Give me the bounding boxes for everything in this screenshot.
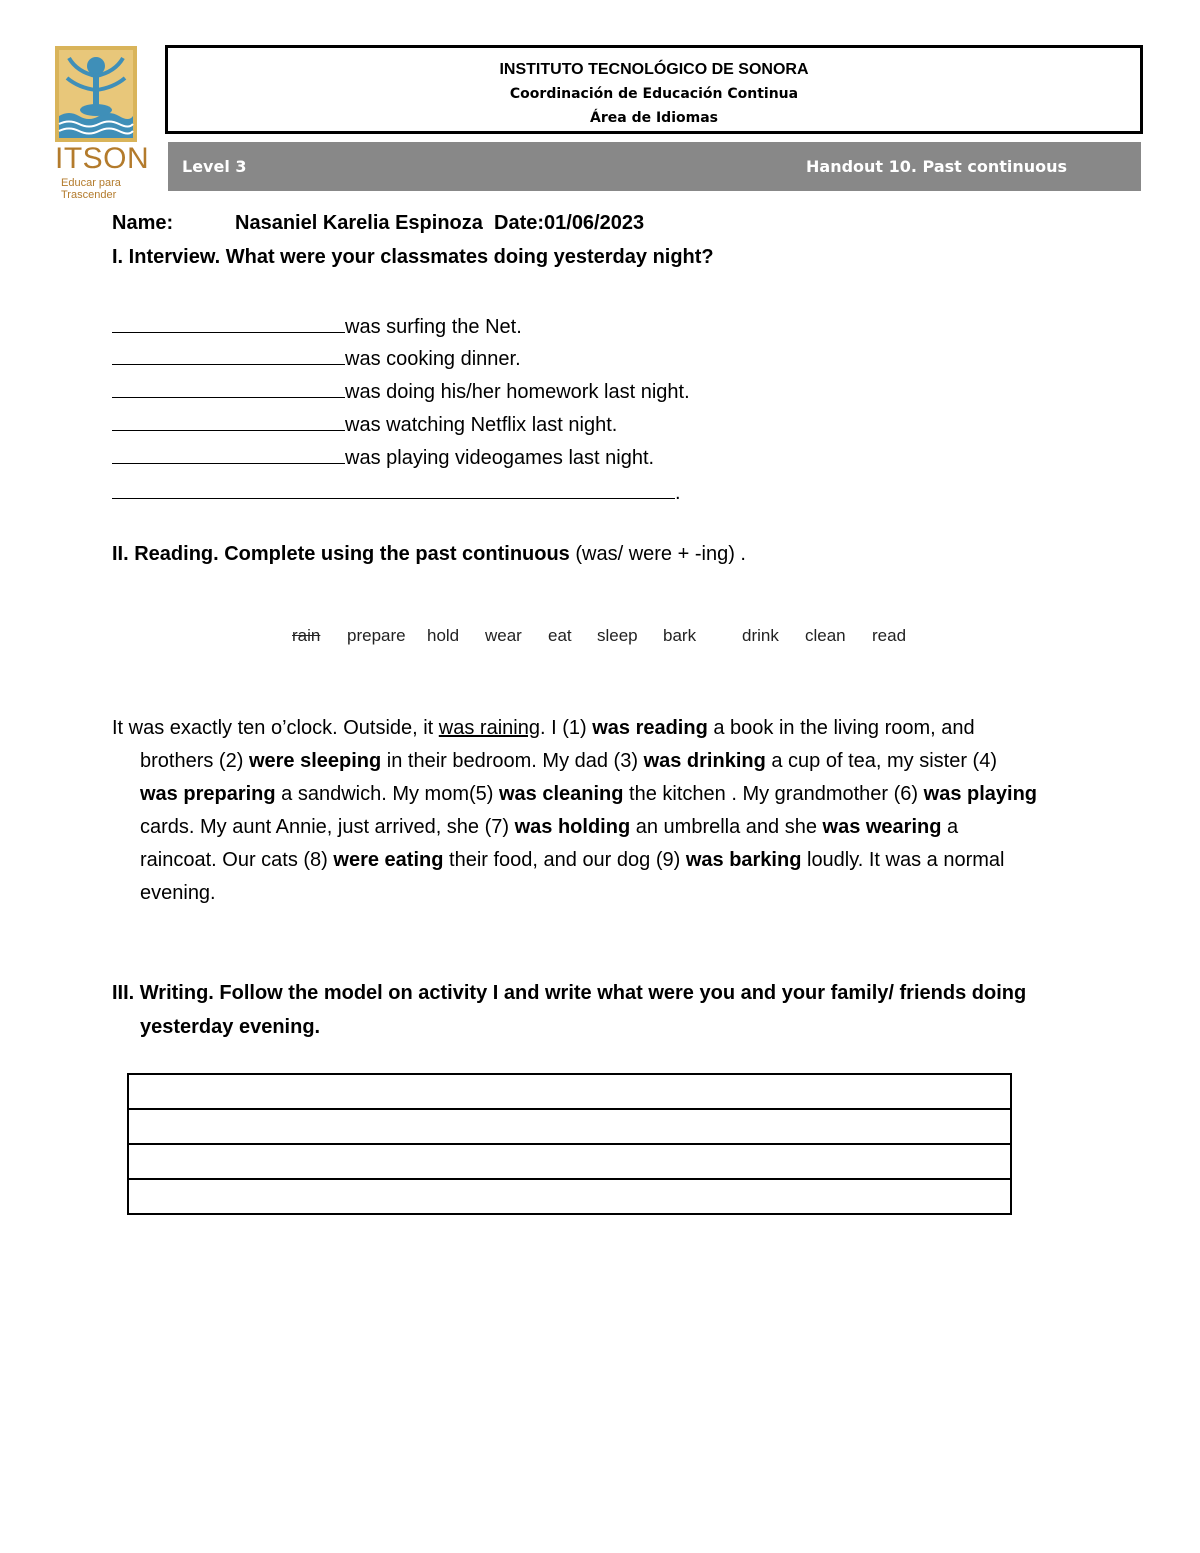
section-2-title-bold: II. Reading. Complete using the past continuous xyxy=(112,543,570,565)
interview-text: was watching Netflix last night. xyxy=(345,414,618,436)
answer: was playing xyxy=(923,783,1038,805)
interview-text: was surfing the Net. xyxy=(345,316,522,338)
answer: was drinking xyxy=(643,750,766,772)
reading-line xyxy=(112,844,1112,877)
answer-blank[interactable] xyxy=(112,410,345,431)
answer: was barking xyxy=(685,849,802,871)
text: It was exactly ten o’clock. Outside, it xyxy=(112,717,439,739)
writing-cell[interactable] xyxy=(128,1074,1011,1109)
text: raincoat. Our cats (8) xyxy=(140,849,334,871)
answer: was holding xyxy=(514,816,631,838)
writing-cell[interactable] xyxy=(128,1179,1011,1214)
interview-text: was doing his/her homework last night. xyxy=(345,381,690,403)
word-bank-item: bark xyxy=(663,626,697,645)
reading-line xyxy=(112,778,1112,811)
text: . I (1) xyxy=(539,717,593,739)
institution-title: INSTITUTO TECNOLÓGICO DE SONORA xyxy=(499,61,809,78)
handout-label: Handout 10. Past continuous xyxy=(806,157,1068,176)
text: a sandwich. My mom(5) xyxy=(275,783,499,805)
name-label: Name: xyxy=(112,212,174,234)
reading-paragraph xyxy=(112,712,1112,910)
interview-line xyxy=(112,344,521,371)
example-answer: was raining xyxy=(438,717,540,739)
writing-cell[interactable] xyxy=(128,1144,1011,1179)
coordination-subtitle: Coordinación de Educación Continua xyxy=(509,86,799,102)
table-row xyxy=(128,1074,1011,1109)
answer: was cleaning xyxy=(499,783,624,805)
text: a book in the living room, and xyxy=(707,717,975,739)
section-3-title xyxy=(112,976,1026,1044)
text: cards. My aunt Annie, just arrived, she (7) xyxy=(140,816,515,838)
table-row xyxy=(128,1109,1011,1144)
level-bar xyxy=(168,142,1141,191)
word-bank-item: read xyxy=(872,626,907,645)
area-subtitle: Área de Idiomas xyxy=(590,110,718,126)
answer-blank[interactable] xyxy=(112,377,345,398)
table-row xyxy=(128,1179,1011,1214)
text: their food, and our dog (9) xyxy=(443,849,686,871)
date-field[interactable]: Date:01/06/2023 xyxy=(494,212,645,234)
level-label: Level 3 xyxy=(182,157,247,176)
interview-line xyxy=(112,312,522,339)
answer-blank[interactable] xyxy=(112,312,345,333)
writing-answer-table xyxy=(127,1073,1012,1215)
answer: was preparing xyxy=(140,783,276,805)
word-bank-item: rain xyxy=(292,626,321,645)
text: an umbrella and she xyxy=(630,816,823,838)
answer-blank-long[interactable] xyxy=(112,478,675,499)
text: evening. xyxy=(140,882,216,904)
logo-tagline-2: Trascender xyxy=(61,189,117,201)
reading-line xyxy=(112,712,1112,745)
name-value[interactable]: Nasaniel Karelia Espinoza xyxy=(235,212,483,234)
logo-brand-text: ITSON xyxy=(55,142,150,175)
text: brothers (2) xyxy=(140,750,249,772)
interview-text: was playing videogames last night. xyxy=(345,447,655,469)
text: a xyxy=(941,816,959,838)
word-bank-item: prepare xyxy=(347,626,406,645)
logo-tagline-1: Educar para xyxy=(61,177,121,189)
text: in their bedroom. My dad (3) xyxy=(381,750,644,772)
text: loudly. It was a normal xyxy=(801,849,1005,871)
reading-line xyxy=(112,811,1112,844)
table-row xyxy=(128,1144,1011,1179)
reading-line xyxy=(112,745,1112,778)
word-bank-item: drink xyxy=(742,626,779,645)
section-3-title-line-1: III. Writing. Follow the model on activity I and write what were you and your family/ friends doing xyxy=(112,982,1027,1004)
itson-logo xyxy=(55,46,150,201)
interview-line xyxy=(112,410,617,437)
header-box xyxy=(165,45,1143,134)
interview-text: was cooking dinner. xyxy=(345,348,521,370)
word-bank-item: sleep xyxy=(597,626,638,645)
word-bank-item: eat xyxy=(548,626,572,645)
section-1-title: I. Interview. What were your classmates doing yesterday night? xyxy=(112,246,714,268)
text: the kitchen . My grandmother (6) xyxy=(623,783,924,805)
interview-line xyxy=(112,443,654,470)
section-2-title xyxy=(112,542,746,566)
text: a cup of tea, my sister (4) xyxy=(765,750,998,772)
word-bank-item: clean xyxy=(805,626,846,645)
extra-answer-line xyxy=(112,478,681,505)
answer: were sleeping xyxy=(248,750,382,772)
answer: was wearing xyxy=(822,816,942,838)
interview-line xyxy=(112,377,690,404)
answer: were eating xyxy=(333,849,444,871)
word-bank-item: wear xyxy=(485,626,522,645)
section-3-title-line-2: yesterday evening. xyxy=(140,1016,321,1038)
final-punctuation: . xyxy=(675,482,681,504)
section-2-title-rest: (was/ were + -ing) . xyxy=(569,543,746,565)
answer-blank[interactable] xyxy=(112,344,345,365)
word-bank-item: hold xyxy=(427,626,460,645)
answer-blank[interactable] xyxy=(112,443,345,464)
answer: was reading xyxy=(592,717,708,739)
reading-line xyxy=(112,877,1112,910)
itson-emblem-icon xyxy=(55,46,137,142)
writing-cell[interactable] xyxy=(128,1109,1011,1144)
